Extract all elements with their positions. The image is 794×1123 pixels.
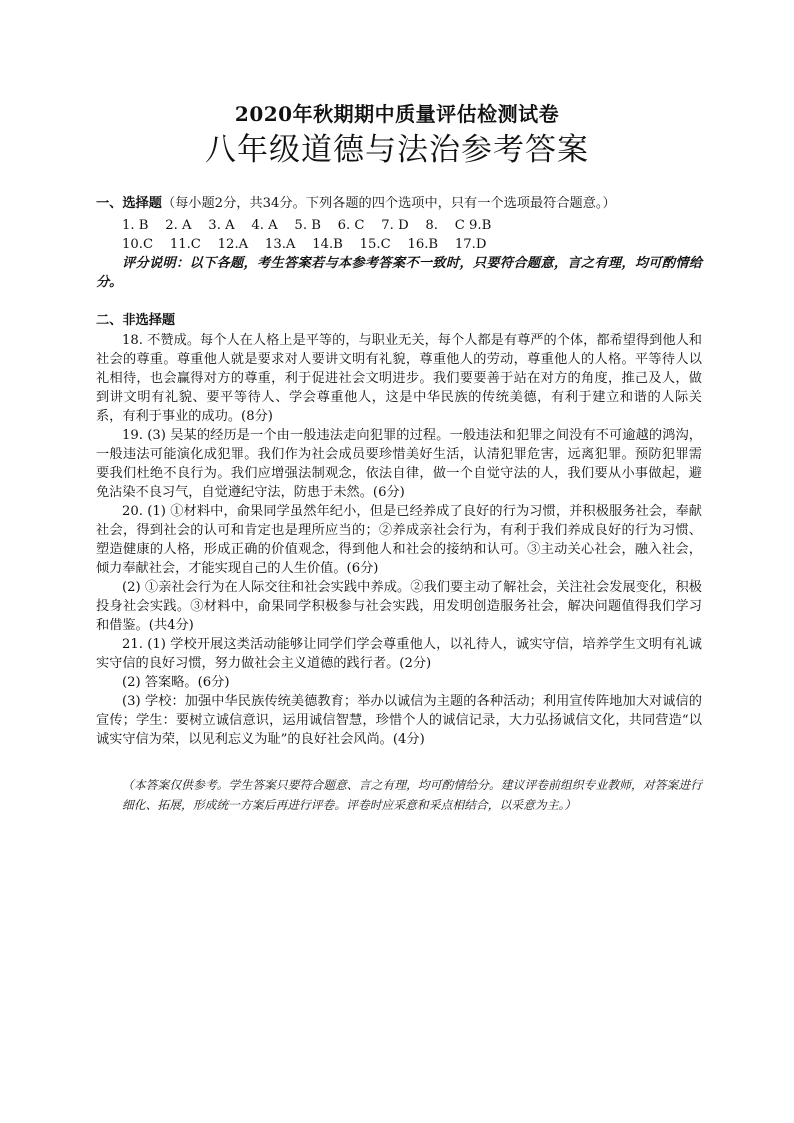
answer-q19: 19. (3) 吴某的经历是一个由一般违法走向犯罪的过程。一般违法和犯罪之间没有不可逾越的鸿沟，一般违法可能演化成犯罪。我们作为社会成员要珍惜美好生活，认清犯罪危害，远离犯罪。预防犯罪需要我们杜绝不良行为。我们应增强法制观念，依法自律，做一个自觉守法的人，我们要从小事做起，避免沾染不良习气，自觉遵纪守法，防患于未然。(6分) xyxy=(96,428,702,500)
exam-title: 2020年秋期期中质量评估检测试卷 xyxy=(234,102,560,126)
answer-body xyxy=(96,331,702,749)
section1-heading: 一、选择题 xyxy=(96,196,162,211)
scoring-text: 以下各题，考生答案若与本参考答案不一致时，只要符合题意，言之有理，均可酌情给分。 xyxy=(96,256,703,290)
section1-instruction: （每小题2分，共34分。下列各题的四个选项中，只有一个选项最符合题意。） xyxy=(161,196,616,211)
answer-q21-part1: 21. (1) 学校开展这类活动能够让同学们学会尊重他人，以礼待人，诚实守信，培养学生文明有礼诚实守信的良好习惯，努力做社会主义道德的践行者。(2分) xyxy=(96,637,702,671)
answer-key-title: 八年级道德与法治参考答案 xyxy=(205,132,589,168)
section2-heading-line xyxy=(96,311,175,330)
section1-heading-line xyxy=(96,194,616,213)
answer-q18: 18. 不赞成。每个人在人格上是平等的，与职业无关，每个人都是有尊严的个体，都希望得到他人和社会的尊重。尊重他人就是要求对人要讲文明有礼貌，尊重他人的劳动，尊重他人的人格。平等待人以礼相待，也会赢得对方的尊重，利于促进社会文明进步。我们要要善于站在对方的角度，推己及人，做到讲文明有礼貌、要平等待人、学会尊重他人，这是中华民族的传统美德，有利于建立和谐的人际关系，有利于事业的成功。(8分) xyxy=(96,333,702,424)
answer-q20-part1: 20. (1) ①材料中，俞果同学虽然年纪小，但是已经养成了良好的行为习惯，并积极服务社会，奉献社会，得到社会的认可和肯定也是理所应当的；②养成亲社会行为，有利于我们养成良好的行为习惯、塑造健康的人格，形成正确的价值观念，得到他人和社会的接纳和认可。③主动关心社会，融入社会，倾力奉献社会，才能实现自己的人生价值。(6分) xyxy=(96,504,702,576)
answer-q21-part3: (3) 学校：加强中华民族传统美德教育；举办以诚信为主题的各种活动；利用宣传阵地加大对诚信的宣传；学生：要树立诚信意识，运用诚信智慧，珍惜个人的诚信记录，大力弘扬诚信文化，共同营造“以诚实守信为荣，以见利忘义为耻”的良好社会风尚。(4分) xyxy=(96,694,702,747)
scoring-note xyxy=(96,254,702,292)
answer-q20-part2: (2) ①亲社会行为在人际交往和社会实践中养成。②我们要主动了解社会，关注社会发展变化，积极投身社会实践。③材料中，俞果同学积极参与社会实践，用发明创造服务社会，解决问题值得我们学习和借鉴。(共4分) xyxy=(96,580,702,633)
mc-answers-row-1: 1. B 2. A 3. A 4. A 5. B 6. C 7. D 8. C 9.B xyxy=(122,218,492,233)
scoring-label: 评分说明： xyxy=(122,256,190,271)
section2-heading: 二、非选择题 xyxy=(96,313,176,328)
mc-answers-row-2: 10.C 11.C 12.A 13.A 14.B 15.C 16.B 17.D xyxy=(122,237,487,252)
footer-note: （本答案仅供参考。学生答案只要符合题意、言之有理，均可酌情给分。建议评卷前组织专业教师，对答案进行细化、拓展，形成统一方案后再进行评卷。评卷时应采意和采点相结合，以采意为主。） xyxy=(122,778,702,812)
answer-q21-part2: (2) 答案略。(6分) xyxy=(122,675,230,690)
